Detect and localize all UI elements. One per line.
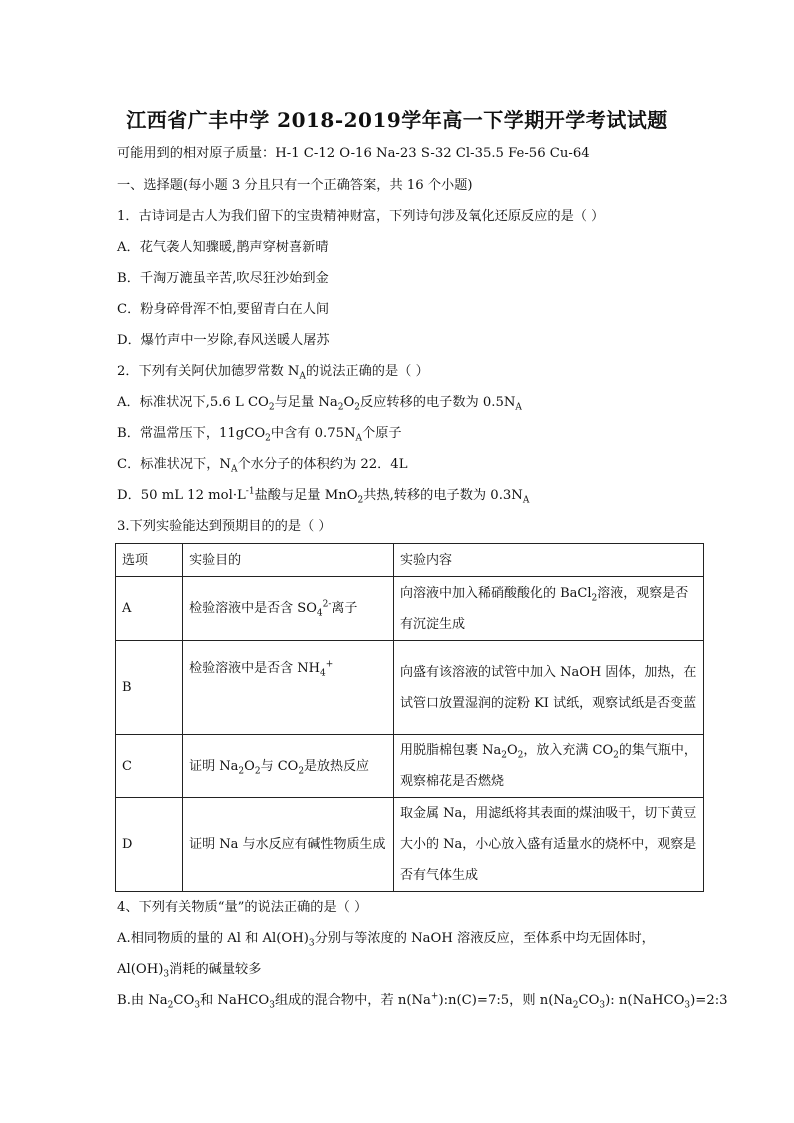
- row-a-option: A: [116, 577, 183, 641]
- q2-option-a: A．标准状况下,5.6 L $CO_2$与足量 $Na_2O_2$反应转移的电子数为 $0.5N_A$: [117, 395, 522, 413]
- table-header-row: [116, 544, 704, 577]
- row-b-aim: 检验溶液中是否含 $NH_4^+$: [183, 641, 394, 735]
- q1-option-b: B．千淘万漉虽辛苦,吹尽狂沙始到金: [117, 271, 329, 286]
- row-d-aim: 证明 Na 与水反应有碱性物质生成: [183, 798, 394, 892]
- q2-option-c: C．标准状况下，$N_A$个水分子的体积约为 22．4L: [117, 457, 408, 475]
- atomic-masses: 可能用到的相对原子质量：H-1 C-12 O-16 Na-23 S-32 Cl-35.5 Fe-56 Cu-64: [117, 146, 590, 161]
- header-option: 选项: [116, 544, 183, 577]
- q1-option-d: D．爆竹声中一岁除,春风送暖人屠苏: [117, 333, 330, 348]
- row-a-aim: 检验溶液中是否含 $SO_4^{2-}$离子: [183, 577, 394, 641]
- table-row: [116, 577, 704, 641]
- q1-stem: 1．古诗词是古人为我们留下的宝贵精神财富，下列诗句涉及氧化还原反应的是（ ）: [117, 209, 605, 224]
- q4-stem: 4、下列有关物质“量”的说法正确的是（ ）: [117, 900, 368, 915]
- header-aim: 实验目的: [183, 544, 394, 577]
- section-heading: 一、选择题(每小题 3 分且只有一个正确答案，共 16 个小题): [117, 178, 473, 193]
- q4-option-a: A.相同物质的量的 Al 和 $Al(OH)_3$分别与等浓度的 NaOH 溶液反应，至体系中均无固体时，: [117, 931, 655, 949]
- q3-stem: 3.下列实验能达到预期目的的是（ ）: [117, 519, 332, 534]
- q3-table: [115, 543, 704, 892]
- row-d-option: D: [116, 798, 183, 892]
- row-c-content: 用脱脂棉包裹 $Na_2O_2$，放入充满 $CO_2$的集气瓶中，观察棉花是否燃烧: [393, 735, 703, 798]
- row-c-aim: 证明 $Na_2O_2$与 $CO_2$是放热反应: [183, 735, 394, 798]
- table-row: [116, 798, 704, 892]
- q2-option-b: B．常温常压下，11gCO$_2$中含有 $0.75N_A$个原子: [117, 426, 402, 444]
- q1-option-a: A．花气袭人知骤暖,鹊声穿树喜新晴: [117, 240, 329, 255]
- row-a-content: 向溶液中加入稀硝酸酸化的 BaCl$_2$溶液，观察是否有沉淀生成: [393, 577, 703, 641]
- header-content: 实验内容: [393, 544, 703, 577]
- page-title: 江西省广丰中学 2018-2019学年高一下学期开学考试试题: [126, 108, 668, 132]
- row-b-content: 向盛有该溶液的试管中加入 NaOH 固体，加热，在试管口放置湿润的淀粉 KI 试纸，观察试纸是否变蓝: [393, 641, 703, 735]
- table-row: [116, 735, 704, 798]
- row-c-option: C: [116, 735, 183, 798]
- q4-option-a-continued: $Al(OH)_3$消耗的碱量较多: [117, 962, 262, 980]
- q2-stem: 2．下列有关阿伏加德罗常数 $N_A$的说法正确的是（ ）: [117, 364, 429, 382]
- q2-option-d: D．50 mL 12 $mol\cdot L^{-1}$盐酸与足量 MnO$_2$共热,转移的电子数为 $0.3N_A$: [117, 486, 530, 506]
- q4-option-b: B.由 $Na_2CO_3$和 NaHCO$_3$组成的混合物中，若 n(Na+):n(C)=7:5，则 $n(Na_2CO_3)$: n(NaHCO$_3$)=2:3: [117, 991, 728, 1011]
- row-d-content: 取金属 Na，用滤纸将其表面的煤油吸干，切下黄豆大小的 Na，小心放入盛有适量水的烧杯中，观察是否有气体生成: [393, 798, 703, 892]
- table-row: [116, 641, 704, 735]
- row-b-option: B: [116, 641, 183, 735]
- q1-option-c: C．粉身碎骨浑不怕,要留青白在人间: [117, 302, 330, 317]
